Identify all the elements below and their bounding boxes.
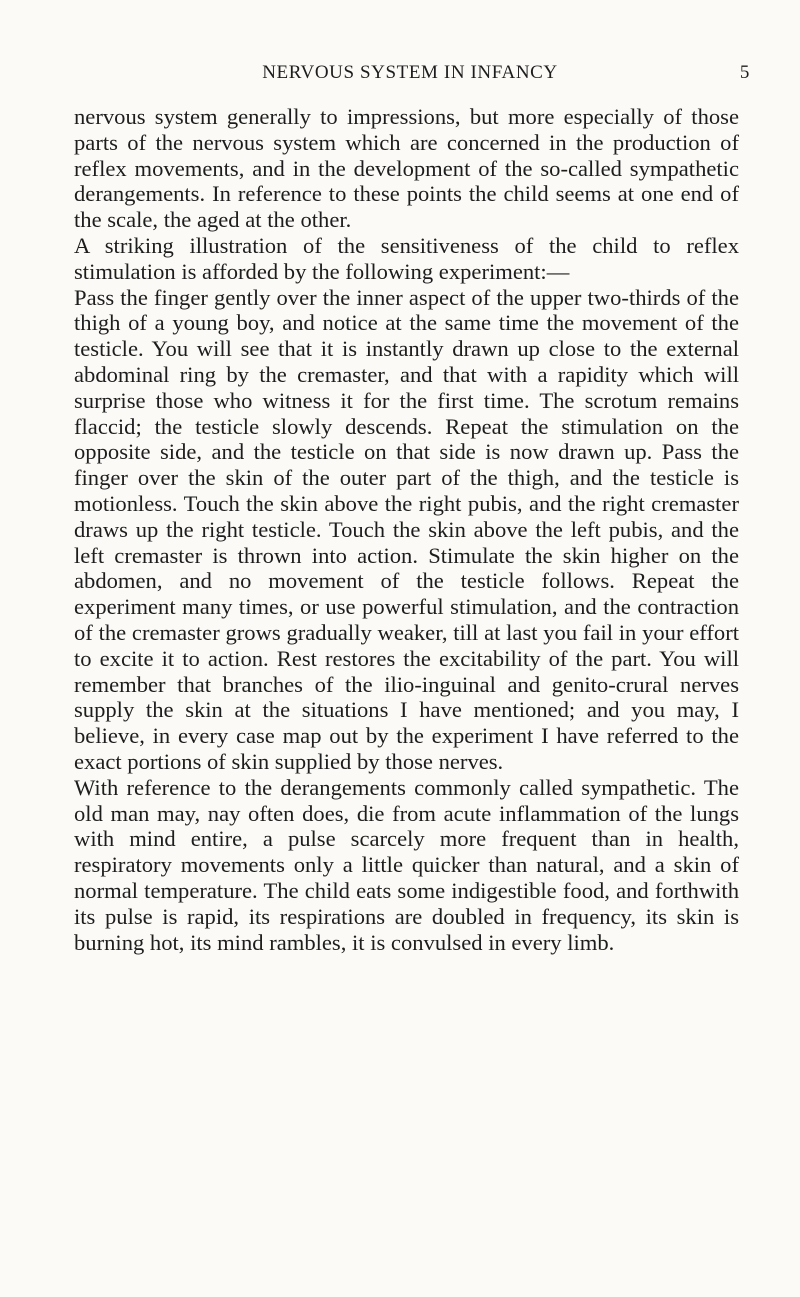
paragraph-sympathetic: With reference to the derangements commonly called sympathetic. The old man may, nay often does, die from acute inflammation of the lungs with mind entire, a pulse scarcely more frequent than in health, respiratory movements only a little quicker than natural, and a skin of normal temperature. The child eats some indigestible food, and forthwith its pulse is rapid, its respirations are doubled in frequency, its skin is burning hot, its mind rambles, it is convulsed in every limb. <box>74 774 739 955</box>
running-header <box>70 62 750 86</box>
paragraph-continuation: nervous system generally to impressions, but more especially of those parts of the nervous system which are concerned in the production of reflex movements, and in the development of the so-called sympathetic derangements. In reference to these points the child seems at one end of the scale, the aged at the other. <box>74 104 739 233</box>
paragraph-illustration-intro: A striking illustration of the sensitiveness of the child to reflex stimulation is afforded by the following experiment:— <box>74 232 739 284</box>
page-number: 5 <box>739 62 750 83</box>
body-text <box>74 104 739 955</box>
paragraph-experiment: Pass the finger gently over the inner aspect of the upper two-thirds of the thigh of a young boy, and notice at the same time the movement of the testicle. You will see that it is instantly drawn up close to the external abdominal ring by the cremaster, and that with a rapidity which will surprise those who witness it for the first time. The scrotum remains flaccid; the testicle slowly descends. Repeat the stimulation on the opposite side, and the testicle on that side is now drawn up. Pass the finger over the skin of the outer part of the thigh, and the testicle is motionless. Touch the skin above the right pubis, and the right cremaster draws up the right testicle. Touch the skin above the left pubis, and the left cremaster is thrown into action. Stimulate the skin higher on the abdomen, and no movement of the testicle follows. Repeat the experiment many times, or use powerful stimulation, and the contraction of the cremaster grows gradually weaker, till at last you fail in your effort to excite it to action. Rest restores the excitability of the part. You will remember that branches of the ilio-inguinal and genito-crural nerves supply the skin at the situations I have mentioned; and you may, I believe, in every case map out by the experiment I have referred to the exact portions of skin supplied by those nerves. <box>74 284 739 774</box>
running-title: NERVOUS SYSTEM IN INFANCY <box>262 62 558 83</box>
